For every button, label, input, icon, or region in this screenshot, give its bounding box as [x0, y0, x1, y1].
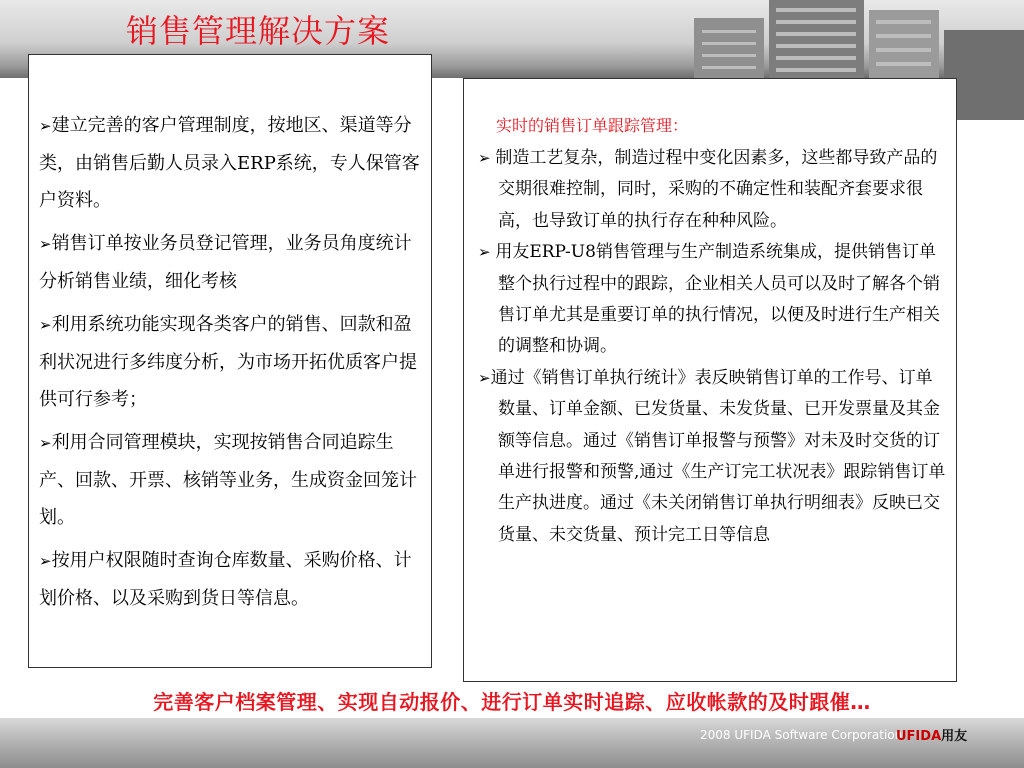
- right-panel: [463, 78, 957, 682]
- right-panel-heading: 实时的销售订单跟踪管理：: [496, 116, 689, 135]
- copyright-text: 2008 UFIDA Software Corporation: [700, 728, 903, 742]
- arrow-bullet-icon: ➢: [39, 316, 52, 334]
- page-title: 销售管理解决方案: [126, 12, 391, 50]
- ufida-logo: [896, 725, 967, 744]
- logo-latin: UFIDA: [896, 729, 942, 744]
- footer-slogan: 完善客户档案管理、实现自动报价、进行订单实时追踪、应收帐款的及时跟催…: [153, 690, 871, 714]
- right-item: ➢通过《销售订单执行统计》表反映销售订单的工作号、订单数量、订单金额、已发货量、未发货量、已开发票量及其金额等信息。通过《销售订单报警与预警》对未及时交货的订单进行报警和预警,通过《生产订完工状况表》跟踪销售订单生产执进度。通过《未关闭销售订单执行明细表》反映已交货量、未交货量、预计完工日等信息: [478, 367, 946, 545]
- right-item: ➢ 制造工艺复杂，制造过程中变化因素多，这些都导致产品的交期很难控制，同时，采购的不确定性和装配齐套要求很高，也导致订单的执行存在种种风险。: [478, 148, 938, 231]
- arrow-bullet-icon: ➢: [39, 235, 52, 253]
- right-item: ➢ 用友ERP-U8销售管理与生产制造系统集成，提供销售订单整个执行过程中的跟踪，企业相关人员可以及时了解各个销售订单尤其是重要订单的执行情况，以便及时进行生产相关的调整和协调。: [478, 242, 940, 357]
- arrow-bullet-icon: ➢: [39, 434, 52, 452]
- arrow-bullet-icon: ➢: [39, 117, 52, 135]
- left-item: ➢利用合同管理模块，实现按销售合同追踪生产、回款、开票、核销等业务，生成资金回笼计划。: [39, 432, 417, 528]
- logo-cn: 用友: [941, 729, 968, 744]
- left-item: ➢利用系统功能实现各类客户的销售、回款和盈利状况进行多纬度分析，为市场开拓优质客户提供可行参考；: [39, 314, 417, 410]
- left-panel: [28, 54, 432, 668]
- left-item: ➢建立完善的客户管理制度，按地区、渠道等分类，由销售后勤人员录入ERP系统，专人保管客户资料。: [39, 115, 420, 211]
- arrow-bullet-icon: ➢: [478, 368, 491, 387]
- arrow-bullet-icon: ➢: [478, 243, 496, 262]
- footer-bar: [0, 718, 1024, 768]
- left-item: ➢销售订单按业务员登记管理，业务员角度统计分析销售业绩，细化考核: [39, 233, 412, 292]
- arrow-bullet-icon: ➢: [478, 149, 496, 167]
- arrow-bullet-icon: ➢: [39, 552, 52, 570]
- left-item: ➢按用户权限随时查询仓库数量、采购价格、计划价格、以及采购到货日等信息。: [39, 550, 412, 609]
